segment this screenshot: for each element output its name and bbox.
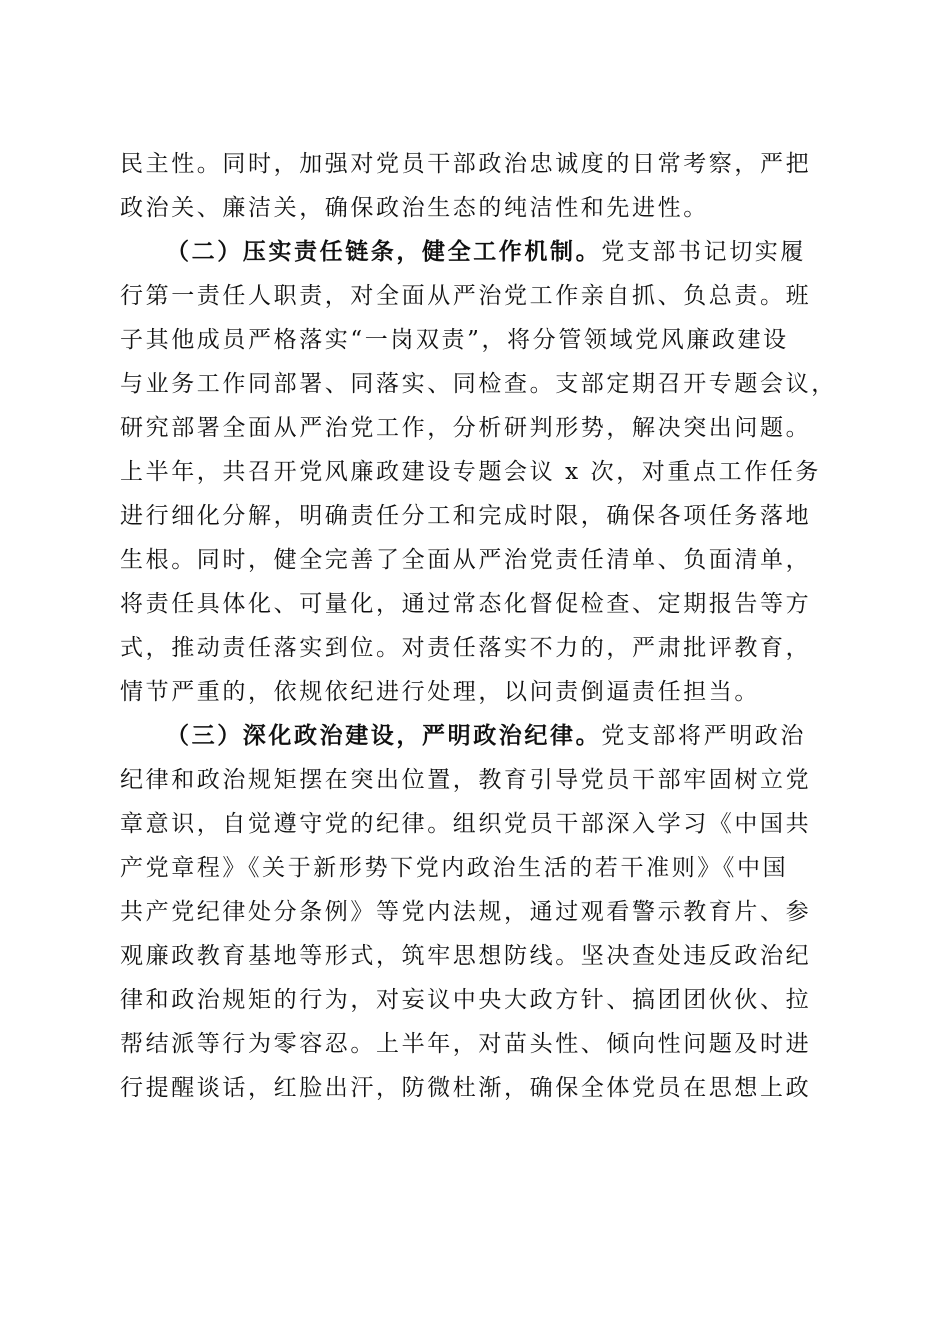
text-line: 研究部署全面从严治党工作，分析研判形势，解决突出问题。 <box>120 415 812 441</box>
section-heading: （三）深化政治建设，严明政治纪律。 <box>166 722 602 749</box>
text-line: 将责任具体化、可量化，通过常态化督促检查、定期报告等方 <box>120 591 812 617</box>
text-line: 行提醒谈话，红脸出汗，防微杜渐，确保全体党员在思想上政 <box>120 1075 812 1101</box>
text-line: 律和政治规矩的行为，对妄议中央大政方针、搞团团伙伙、拉 <box>120 987 812 1013</box>
text-line: 产党章程》《关于新形势下党内政治生活的若干准则》《中国 <box>120 855 789 881</box>
text-line: 纪律和政治规矩摆在突出位置，教育引导党员干部牢固树立党 <box>120 767 812 793</box>
paragraph-heading-line <box>120 714 832 758</box>
text-line: 上半年，共召开党风廉政建设专题会议 x 次，对重点工作任务 <box>120 459 821 485</box>
text-line: 子其他成员严格落实“一岗双责”，将分管领域党风廉政建设 <box>120 327 789 353</box>
text-line: 帮结派等行为零容忍。上半年，对苗头性、倾向性问题及时进 <box>120 1031 812 1057</box>
text-line: 进行细化分解，明确责任分工和完成时限，确保各项任务落地 <box>120 503 812 529</box>
body-text <box>120 142 837 1110</box>
text-line: 生根。同时，健全完善了全面从严治党责任清单、负面清单， <box>120 547 812 573</box>
text-line: 行第一责任人职责，对全面从严治党工作亲自抓、负总责。班 <box>120 283 812 309</box>
text-line: 观廉政教育基地等形式，筑牢思想防线。坚决查处违反政治纪 <box>120 943 812 969</box>
heading-line-text: 党支部将严明政治 <box>601 723 807 749</box>
text-line: 民主性。同时，加强对党员干部政治忠诚度的日常考察，严把 <box>120 151 812 177</box>
text-line: 共产党纪律处分条例》等党内法规，通过观看警示教育片、参 <box>120 899 812 925</box>
text-line: 情节严重的，依规依纪进行处理，以问责倒逼责任担当。 <box>120 679 760 705</box>
text-line: 章意识，自觉遵守党的纪律。组织党员干部深入学习《中国共 <box>120 811 812 837</box>
text-line: 式，推动责任落实到位。对责任落实不力的，严肃批评教育， <box>120 635 812 661</box>
text-line: 政治关、廉洁关，确保政治生态的纯洁性和先进性。 <box>120 195 709 221</box>
section-heading: （二）压实责任链条，健全工作机制。 <box>166 238 602 265</box>
heading-line-text: 党支部书记切实履 <box>601 239 807 265</box>
text-line: 与业务工作同部署、同落实、同检查。支部定期召开专题会议， <box>120 371 837 397</box>
paragraph-heading-line <box>120 230 832 274</box>
